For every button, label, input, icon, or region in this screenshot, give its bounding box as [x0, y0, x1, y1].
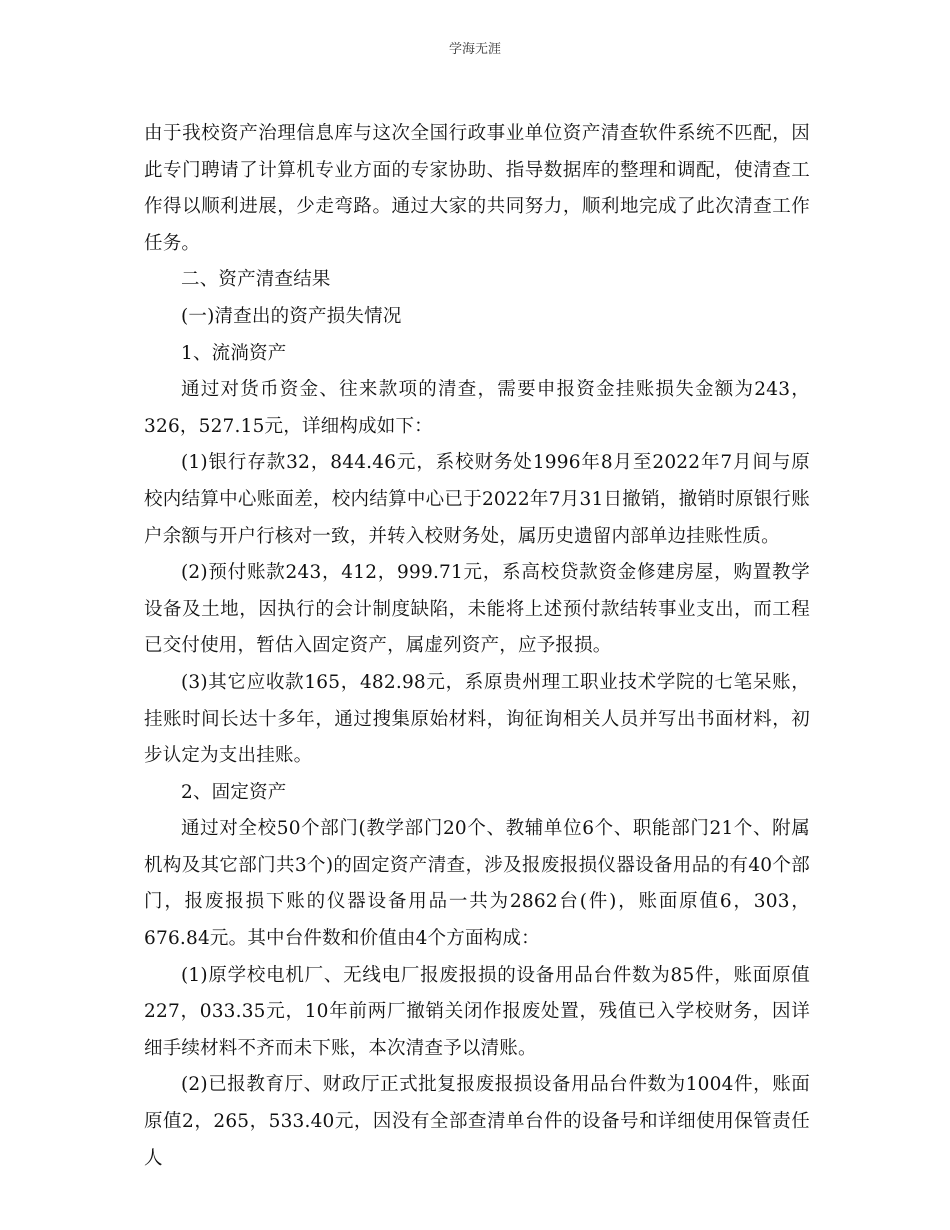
paragraph-other-receivables: (3)其它应收款165，482.98元，系原贵州理工职业技术学院的七笔呆账，挂账时间长达十多年，通过搜集原始材料，询征询相关人员并写出书面材料，初步认定为支出挂账。: [144, 671, 810, 767]
document-body: [144, 116, 810, 1177]
paragraph-prepayments: (2)预付账款243，412，999.71元，系高校贷款资金修建房屋，购置教学设备及土地，因执行的会计制度缺陷，未能将上述预付款结转事业支出，而工程已交付使用，暂估入固定资产，属虚列资产，应予报损。: [144, 562, 810, 657]
paragraph-bank-deposit: (1)银行存款32，844.46元，系校财务处1996年8月至2022年7月间与原校内结算中心账面差，校内结算中心已于2022年7月31日撤销，撤销时原银行账户余额与开户行核对一致，并转入校财务处，属历史遗留内部单边挂账性质。: [144, 452, 810, 547]
item-heading-fixed-assets: 2、固定资产: [181, 781, 287, 803]
paragraph-current-assets: 通过对货币资金、往来款项的清查，需要申报资金挂账损失金额为243，326，527.15元，详细构成如下：: [144, 379, 810, 437]
item-heading-current-assets: 1、流淌资产: [181, 342, 287, 364]
paragraph-factory-equipment: (1)原学校电机厂、无线电厂报废报损的设备用品台件数为85件，账面原值227，033.35元，10年前两厂撤销关闭作报废处置，残值已入学校财务，因详细手续材料不齐而未下账，本次清查予以清账。: [144, 964, 810, 1059]
header-title: 学海无涯: [448, 42, 501, 57]
paragraph-approved-scrap: (2)已报教育厅、财政厅正式批复报废报损设备用品台件数为1004件，账面原值2，265，533.40元，因没有全部查清单台件的设备号和详细使用保管责任人: [144, 1074, 810, 1169]
section-heading-results: 二、资产清查结果: [181, 269, 331, 291]
subsection-heading-losses: (一)清查出的资产损失情况: [181, 305, 402, 327]
paragraph-intro: 由于我校资产治理信息库与这次全国行政事业单位资产清查软件系统不匹配，因此专门聘请了计算机专业方面的专家协助、指导数据库的整理和调配，使清查工作得以顺利进展，少走弯路。通过大家的共同努力，顺利地完成了此次清查工作任务。: [144, 123, 810, 254]
page-header: [0, 38, 950, 57]
paragraph-fixed-assets: 通过对全校50个部门(教学部门20个、教辅单位6个、职能部门21个、附属机构及其它部门共3个)的固定资产清查，涉及报废报损仪器设备用品的有40个部门，报废报损下账的仪器设备用品一共为2862台(件)，账面原值6，303，676.84元。其中台件数和价值由4个方面构成：: [144, 818, 810, 950]
